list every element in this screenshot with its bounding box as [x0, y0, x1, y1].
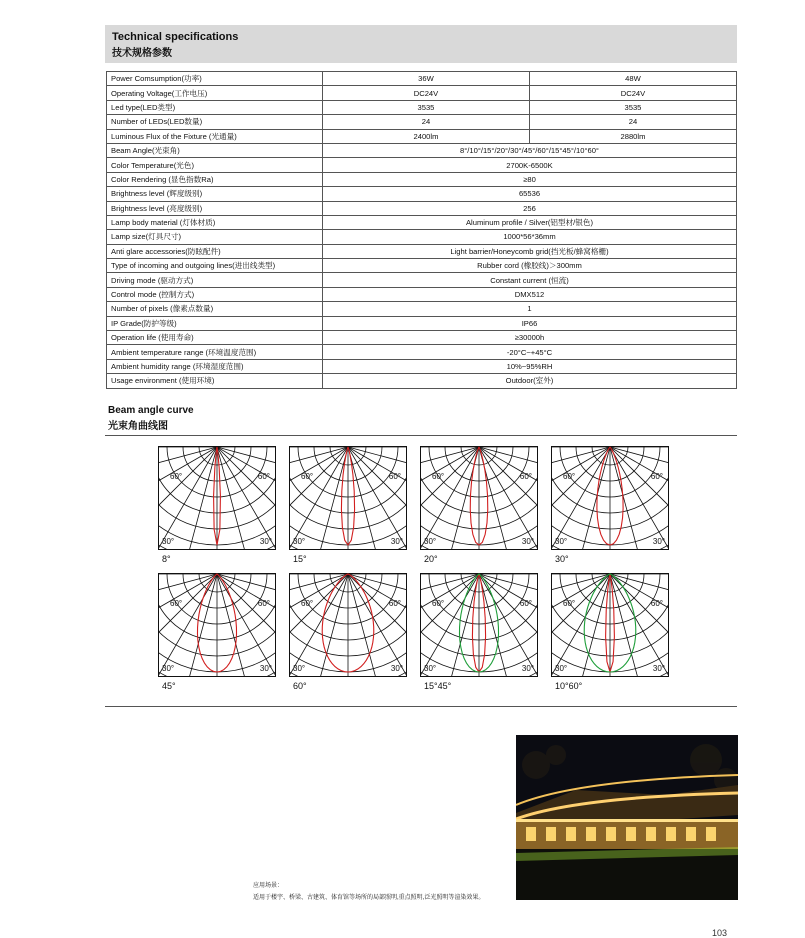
- spec-label: Luminous Flux of the Fixture (光通量): [107, 129, 323, 143]
- angle-label-60-left: 60°: [432, 472, 445, 481]
- spec-value: Rubber cord (橡胶线)＞300mm: [323, 259, 737, 273]
- spec-label: Lamp body material (灯体材质): [107, 215, 323, 229]
- angle-label-60-right: 60°: [650, 599, 663, 608]
- spec-row: [107, 172, 737, 186]
- spec-label: Control mode (控制方式): [107, 287, 323, 301]
- spec-value: 24: [529, 115, 736, 129]
- angle-label-60-right: 60°: [388, 472, 401, 481]
- spec-label: Led type(LED类型): [107, 100, 323, 114]
- spec-value: 36W: [323, 72, 530, 86]
- angle-label-60-left: 60°: [563, 599, 576, 608]
- spec-value: ≥30000h: [323, 331, 737, 345]
- beam-curve-chart: [420, 446, 540, 564]
- angle-label-30-left: 30°: [293, 664, 306, 673]
- spec-value: DMX512: [323, 287, 737, 301]
- angle-label-60-right: 60°: [519, 472, 532, 481]
- spec-label: Anti glare accessories(防眩配件): [107, 244, 323, 258]
- beam-caption: 8°: [162, 554, 171, 564]
- spec-row: [107, 244, 737, 258]
- application-text: 适用于楼宇、桥梁、古建筑、体育馆等场所的局部照明,重点照明,泛光照明等渲染效果。: [253, 895, 485, 901]
- beam-caption: 15°: [293, 554, 307, 564]
- angle-label-30-right: 30°: [390, 537, 403, 546]
- spec-row: [107, 100, 737, 114]
- spec-row: [107, 230, 737, 244]
- angle-label-60-right: 60°: [388, 599, 401, 608]
- spec-row: [107, 302, 737, 316]
- spec-value: 8°/10°/15°/20°/30°/45°/60°/15°45°/10°60°: [323, 143, 737, 157]
- spec-label: Number of LEDs(LED数量): [107, 115, 323, 129]
- beam-caption: 20°: [424, 554, 438, 564]
- spec-value: -20°C~+45°C: [323, 345, 737, 359]
- spec-value: 1: [323, 302, 737, 316]
- spec-value: ≥80: [323, 172, 737, 186]
- beam-curve-chart: [289, 573, 409, 691]
- beam-curve-chart: [551, 446, 671, 564]
- spec-row: [107, 259, 737, 273]
- spec-value: Outdoor(室外): [323, 374, 737, 388]
- spec-value: 2880lm: [529, 129, 736, 143]
- spec-value: DC24V: [323, 86, 530, 100]
- application-note: [253, 880, 484, 904]
- beam-caption: 10°60°: [555, 681, 583, 691]
- beam-curve-chart: [420, 573, 540, 691]
- beam-curve-chart: [158, 573, 278, 691]
- angle-label-30-right: 30°: [259, 664, 272, 673]
- spec-row: [107, 345, 737, 359]
- spec-row: [107, 115, 737, 129]
- spec-value: Light barrier/Honeycomb grid(挡光板/蜂窝格栅): [323, 244, 737, 258]
- beam-curve-chart: [551, 573, 671, 691]
- spec-label: Lamp size(灯具尺寸): [107, 230, 323, 244]
- angle-label-30-left: 30°: [424, 537, 437, 546]
- spec-row: [107, 143, 737, 157]
- spec-label: IP Grade(防护等级): [107, 316, 323, 330]
- angle-label-60-left: 60°: [301, 599, 314, 608]
- angle-label-60-left: 60°: [170, 599, 183, 608]
- spec-value: 65536: [323, 187, 737, 201]
- spec-label: Usage environment (使用环境): [107, 374, 323, 388]
- beam-caption: 15°45°: [424, 681, 452, 691]
- spec-label: Operation life (使用寿命): [107, 331, 323, 345]
- beam-curve-chart: [158, 446, 278, 564]
- beam-section-heading: [108, 405, 194, 432]
- spec-header-band: [105, 25, 737, 63]
- angle-label-30-right: 30°: [652, 664, 665, 673]
- spec-value: Constant current (恒流): [323, 273, 737, 287]
- spec-value: 3535: [323, 100, 530, 114]
- spec-row: [107, 86, 737, 100]
- angle-label-30-left: 30°: [555, 664, 568, 673]
- spec-value: 24: [323, 115, 530, 129]
- spec-title-cn: 技术规格参数: [112, 48, 172, 59]
- spec-value: Aluminum profile / Silver(铝型材/银色): [323, 215, 737, 229]
- beam-top-rule: [105, 435, 737, 436]
- angle-label-60-right: 60°: [257, 599, 270, 608]
- spec-row: [107, 273, 737, 287]
- angle-label-30-right: 30°: [259, 537, 272, 546]
- spec-label: Ambient temperature range (环境温度范围): [107, 345, 323, 359]
- angle-label-60-left: 60°: [301, 472, 314, 481]
- beam-title-en: Beam angle curve: [108, 405, 194, 416]
- application-heading: 应用场景：: [253, 883, 284, 889]
- spec-label: Color Temperature(光色): [107, 158, 323, 172]
- spec-value: 48W: [529, 72, 736, 86]
- angle-label-60-left: 60°: [432, 599, 445, 608]
- spec-label: Power Comsumption(功率): [107, 72, 323, 86]
- spec-row: [107, 187, 737, 201]
- angle-label-30-left: 30°: [293, 537, 306, 546]
- spec-label: Type of incoming and outgoing lines(进出线类型): [107, 259, 323, 273]
- spec-row: [107, 215, 737, 229]
- beam-bottom-rule: [105, 706, 737, 707]
- beam-curve-chart: [289, 446, 409, 564]
- angle-label-30-left: 30°: [162, 537, 175, 546]
- angle-label-60-right: 60°: [519, 599, 532, 608]
- angle-label-30-left: 30°: [424, 664, 437, 673]
- spec-value: 3535: [529, 100, 736, 114]
- spec-label: Brightness level (亮度级别): [107, 201, 323, 215]
- spec-row: [107, 287, 737, 301]
- spec-value: DC24V: [529, 86, 736, 100]
- spec-label: Number of pixels (像素点数量): [107, 302, 323, 316]
- angle-label-30-right: 30°: [521, 537, 534, 546]
- angle-label-30-right: 30°: [390, 664, 403, 673]
- spec-row: [107, 331, 737, 345]
- spec-label: Driving mode (驱动方式): [107, 273, 323, 287]
- spec-label: Color Rendering (显色指数Ra): [107, 172, 323, 186]
- spec-label: Ambient humidity range (环境湿度范围): [107, 359, 323, 373]
- spec-row: [107, 129, 737, 143]
- angle-label-30-left: 30°: [162, 664, 175, 673]
- beam-caption: 60°: [293, 681, 307, 691]
- spec-value: 2700K-6500K: [323, 158, 737, 172]
- spec-row: [107, 316, 737, 330]
- spec-label: Brightness level (辉度级别): [107, 187, 323, 201]
- spec-title-en: Technical specifications: [112, 31, 239, 43]
- spec-row: [107, 359, 737, 373]
- beam-caption: 45°: [162, 681, 176, 691]
- spec-value: 256: [323, 201, 737, 215]
- spec-value: 1000*56*36mm: [323, 230, 737, 244]
- spec-value: IP66: [323, 316, 737, 330]
- spec-row: [107, 374, 737, 388]
- angle-label-60-left: 60°: [170, 472, 183, 481]
- angle-label-60-right: 60°: [257, 472, 270, 481]
- beam-title-cn: 光束角曲线图: [108, 421, 168, 432]
- angle-label-60-right: 60°: [650, 472, 663, 481]
- spec-label: Beam Angle(光束角): [107, 143, 323, 157]
- spec-value: 2400lm: [323, 129, 530, 143]
- spec-table: [106, 71, 737, 389]
- angle-label-30-right: 30°: [521, 664, 534, 673]
- spec-row: [107, 72, 737, 86]
- spec-value: 10%~95%RH: [323, 359, 737, 373]
- spec-label: Operating Voltage(工作电压): [107, 86, 323, 100]
- application-photo: [516, 735, 738, 900]
- beam-caption: 30°: [555, 554, 569, 564]
- spec-row: [107, 201, 737, 215]
- angle-label-30-left: 30°: [555, 537, 568, 546]
- spec-row: [107, 158, 737, 172]
- angle-label-30-right: 30°: [652, 537, 665, 546]
- page-number: 103: [712, 928, 728, 938]
- angle-label-60-left: 60°: [563, 472, 576, 481]
